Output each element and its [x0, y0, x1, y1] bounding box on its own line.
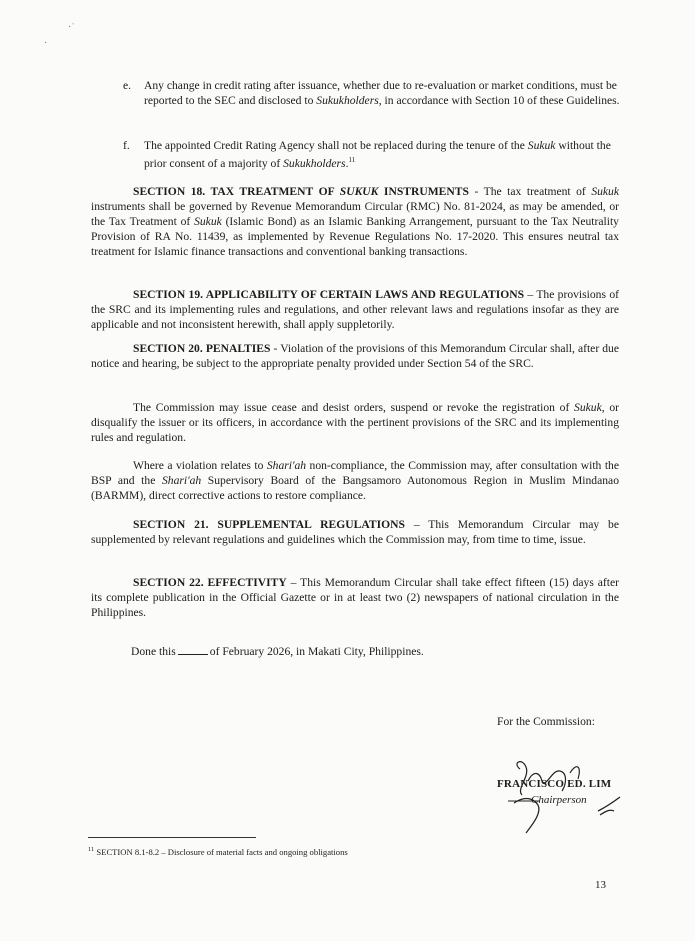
section-heading: SECTION 20. PENALTIES — [133, 342, 271, 355]
section-20: SECTION 20. PENALTIES - Violation of the provisions of this Memorandum Circular shall, after due notice and hearing, be subject to the appropriate penalty provided under Section 54 of the SRC. — [91, 342, 619, 370]
paragraph-shariah: Where a violation relates to Shari'ah non-compliance, the Commission may, after consultation with the BSP and the Shari'ah Supervisory Board of the Bangsamoro Autonomous Region in Muslim Mindanao (BARMM), direct corrective actions to restore compliance. — [91, 459, 619, 502]
section-21: SECTION 21. SUPPLEMENTAL REGULATIONS – This Memorandum Circular may be supplemented by relevant regulations and guidelines which the Commission may, from time to time, issue. — [91, 518, 619, 546]
list-item-text: Any change in credit rating after issuance, whether due to re-evaluation or market conditions, must be reported to the SEC and disclosed to Sukukholders, in accordance with Section 10 of these Guidelines. — [144, 79, 620, 107]
for-the-commission: For the Commission: — [497, 715, 595, 728]
list-item-e — [100, 78, 620, 108]
section-heading: SECTION 22. EFFECTIVITY — [133, 576, 287, 589]
footnote-ref: 11 — [348, 156, 356, 164]
date-blank — [178, 645, 208, 655]
list-item-f — [100, 138, 620, 171]
list-item-text: The appointed Credit Rating Agency shall not be replaced during the tenure of the Sukuk without the prior consent of a majority of Sukukholders.$^{11}$ — [144, 139, 611, 170]
signatory-title: Chairperson — [531, 794, 587, 806]
paragraph-cease-desist: The Commission may issue cease and desist orders, suspend or revoke the registration of Sukuk, or disqualify the issuer or its officers, in accordance with the pertinent provisions of the SRC and its implementing rules and regulation. — [91, 401, 620, 444]
scan-speck: ·ˈ — [68, 22, 75, 33]
list-item-label: e. — [123, 79, 132, 92]
section-22: SECTION 22. EFFECTIVITY – This Memorandum Circular shall take effect fifteen (15) days after its complete publication in the Official Gazette or in at least two (2) newspapers of national circulation in the Philippines. — [91, 576, 619, 619]
signatory-name: FRANCISCO ED. LIM — [497, 778, 612, 790]
section-19: SECTION 19. APPLICABILITY OF CERTAIN LAWS AND REGULATIONS – The provisions of the SRC and its implementing rules and regulations, and other relevant laws and regulations insofar as they are applicable and not inconsistent herewith, shall apply suppletorily. — [91, 288, 619, 331]
footnote: $^{11}$ SECTION 8.1-8.2 – Disclosure of material facts and ongoing obligations — [88, 846, 348, 857]
section-heading: SECTION 21. SUPPLEMENTAL REGULATIONS — [133, 518, 405, 531]
list-item-label: f. — [123, 139, 130, 152]
section-heading: SECTION 18. TAX TREATMENT OF SUKUK INSTRUMENTS — [133, 185, 469, 198]
section-heading: SECTION 19. APPLICABILITY OF CERTAIN LAWS AND REGULATIONS — [133, 288, 525, 301]
page-number: 13 — [595, 879, 606, 891]
section-18: SECTION 18. TAX TREATMENT OF SUKUK INSTRUMENTS - The tax treatment of Sukuk instruments shall be governed by Revenue Memorandum Circular (RMC) No. 81-2024, as may be amended, or the Tax Treatment of Sukuk (Islamic Bond) as an Islamic Banking Arrangement, pursuant to the Tax Neutrality Provision of RA No. 11439, as implemented by Revenue Regulations No. 17-2020. This ensures neutral tax treatment for Islamic finance transactions and conventional banking transactions. — [91, 185, 619, 258]
scan-speck: · — [44, 38, 48, 49]
footnote-divider — [88, 837, 256, 838]
done-line: Done this of February 2026, in Makati City, Philippines. — [131, 645, 424, 658]
